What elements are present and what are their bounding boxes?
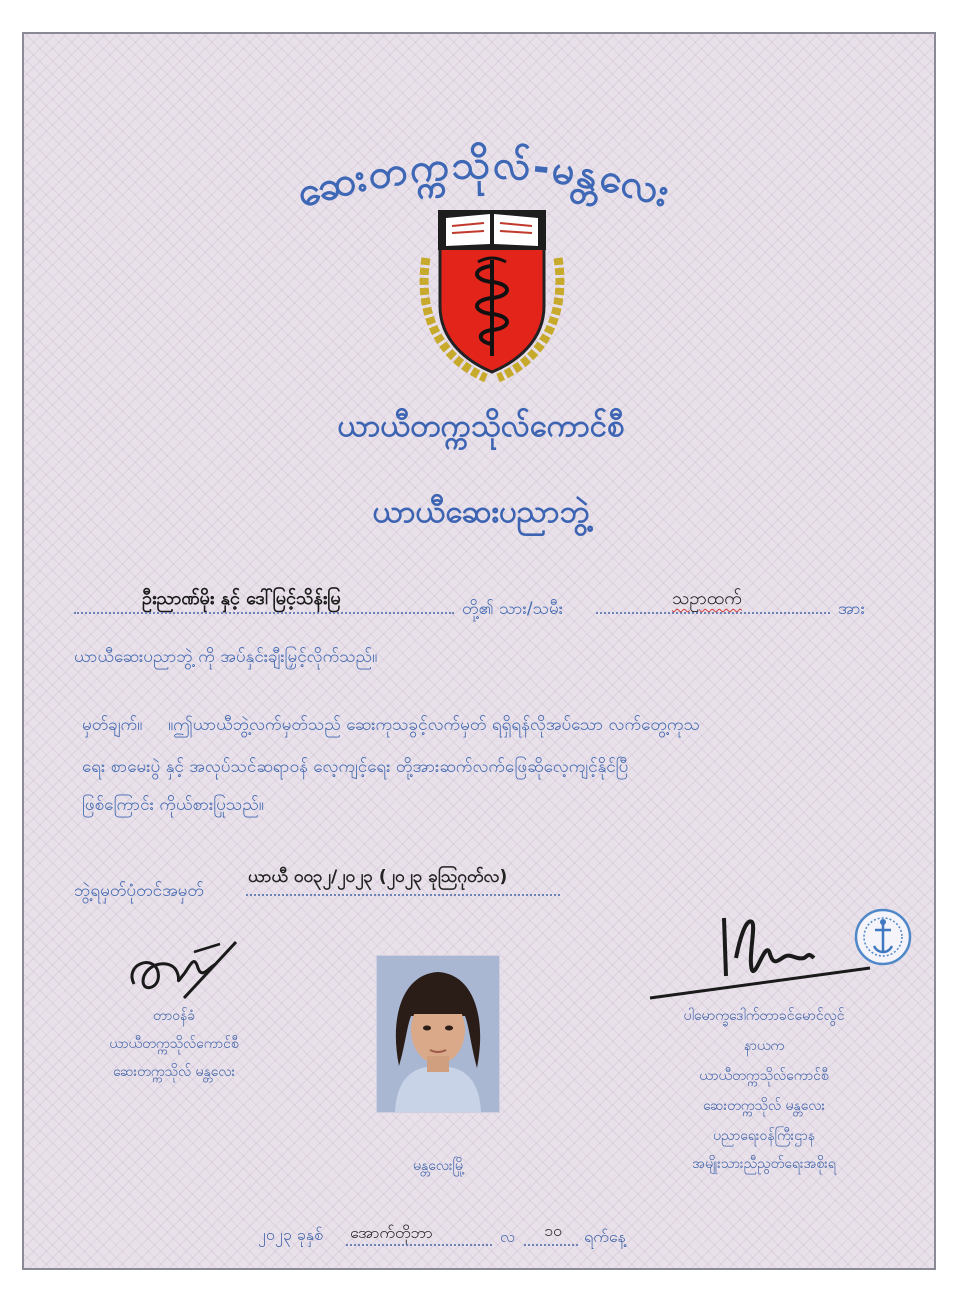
relation-text: တို့၏ သား/သမီး [462,599,564,619]
note-line-1: ။ဤယာယီဘွဲ့လက်မှတ်သည် ဆေးကုသခွင့်လက်မှတ် ရရှိရန်လိုအပ်သော လက်တွေ့ကုသ [168,715,700,735]
date-day-suffix: ရက်နေ့ [584,1227,626,1246]
date-month-suffix: လ [500,1227,515,1246]
svg-text:ဆေးတက္ကသိုလ်-မန္တလေး: ဆေးတက္ကသိုလ်-မန္တလေး [292,141,676,217]
left-signatory-title: တာဝန်ခံ [152,1008,196,1024]
right-signatory-ministry: ပညာရေးဝန်ကြီးဌာန [713,1128,815,1144]
degree-line: ယာယီဆေးပညာဘွဲ့ ကို အပ်နှင်းချီးမြှင့်လိုက်သည်။ [74,647,378,667]
right-signatory-university: ဆေးတက္ကသိုလ် မန္တလေး [702,1098,826,1114]
left-signature-icon [124,924,244,1004]
note-line-3: ဖြစ်ကြောင်း ကိုယ်စားပြုသည်။ [82,795,264,815]
registration-dotted-line [246,894,560,896]
date-year: ၂၀၂၃ ခုနှစ် [258,1225,324,1244]
right-signatory-role: နာယက [743,1038,785,1054]
right-signatory-name: ပါမောက္ခဒေါက်တာခင်မောင်လွင် [683,1008,845,1024]
portrait-photo [376,955,500,1113]
recipient-name: သဥာထက် [672,588,742,609]
right-signature-icon [648,898,878,1008]
day-dotted-line [524,1244,578,1246]
institution-name: ယာယီတက္ကသိုလ်ကောင်စီ [337,408,625,444]
date-month: အောက်တိုဘာ [350,1223,433,1242]
month-dotted-line [346,1244,492,1246]
registration-label: ဘွဲ့ရမှတ်ပုံတင်အမှတ် [74,881,204,901]
date-day: ၁၀ [544,1221,562,1240]
left-signatory-university: ဆေးတက္ကသိုလ် မန္တလေး [112,1064,236,1080]
right-signatory-government: အမျိုးသားညီညွတ်ရေးအစိုးရ [692,1156,836,1172]
recipient-parents: ဦးညာဏ်မိုး နှင့် ဒေါ်မြင့်သိန်းမြ [142,588,341,609]
to-text: အား [838,599,865,619]
note-label: မှတ်ချက်။ [82,715,143,735]
right-signatory-council: ယာယီတက္ကသိုလ်ကောင်စီ [699,1068,829,1084]
note-line-2: ရေး စာမေးပွဲ နှင့် အလုပ်သင်ဆရာဝန် လေ့ကျင့်ရေး တို့အားဆက်လက်ဖြေဆိုလေ့ကျင့်နိုင်ပြီ [82,757,629,777]
place-name: မန္တလေးမြို့ [412,1158,466,1174]
registration-value: ယာယီ ၀၀၃၂/၂၀၂၃ (၂၀၂၃ ခုဩဂုတ်လ) [248,867,508,887]
certificate [22,32,936,1270]
left-signatory-council: ယာယီတက္ကသိုလ်ကောင်စီ [109,1036,239,1052]
parents-dotted-line [74,612,454,614]
university-crest-icon [416,206,568,382]
exam-title: ယာယီဆေးပညာဘွဲ့ [372,494,590,530]
